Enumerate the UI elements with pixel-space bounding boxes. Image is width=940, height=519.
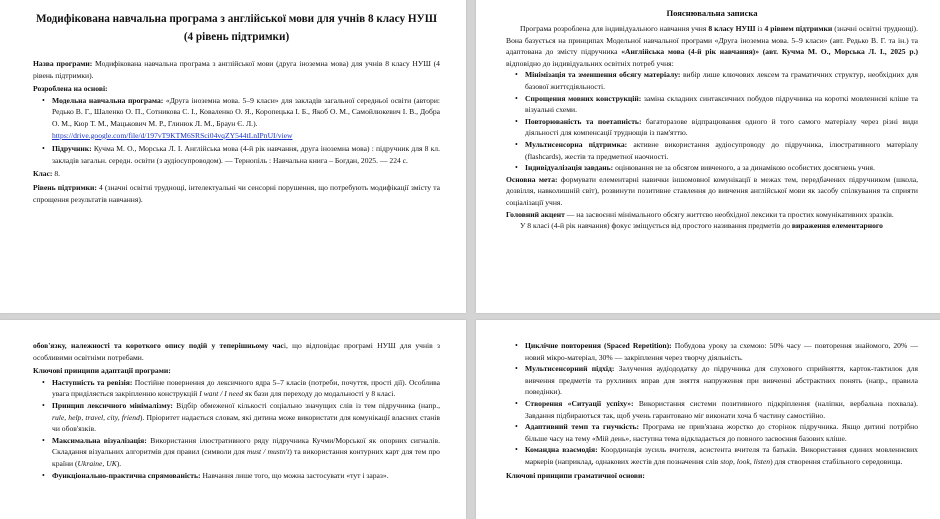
list-item: • Мультисенсорна підтримка: активне використання аудіосупроводу до підручника, ілюстративного матеріалу (flashcards), жестів та предметної наочності. [525,139,918,162]
developed-heading: Розроблена на основі: [33,84,108,94]
intro-paragraph: Програма розроблена для індивідуального навчання учня 8 класу НУШ із 4 рівнем підтримки (значні освітні труднощі). Вона базується на принципах Модельної навчальної програми «Друга іноземна мова. 5–9 класи» (авт. Редько В. Г. та ін.) та адаптована до змісту підручника «Англійська мова (4-й рік навчання)» (авт. Кучма М. О., Морська Л. І., 2025 р.) відповідно до індивідуальних освітніх потреб учня: [506,24,919,68]
document-page-4 [476,320,940,519]
document-subtitle: (4 рівень підтримки) [183,31,290,43]
accent-paragraph: Головний акцент — на засвоєнні мінімального обсягу життєво необхідної лексики та простих комунікативних зразків. [506,209,894,219]
list-item: • Мультисенсорний підхід: Залучення аудіододатку до підручника для слухового сприйняття, карток-тактилок для вивчення предметів та рухливих вправ для зняття напруження при вивченні абстрактних понять (напр., правила поведінки). [525,363,918,398]
basis-list [33,95,440,167]
goal-paragraph: Основна мета: формувати елементарні навички іншомовної комунікації в межах тем, передбачених підручником (школа, дозвілля, навколишній світ), розвинути позитивне ставлення до вивчення англійської мови як засобу спілкування та сприяти соціалізації учня. [506,174,919,207]
document-page-2 [476,0,940,313]
list-item: • Повторюваність та поетапність: багаторазове відпрацювання одного й того самого матеріалу через різні види діяльності для компенсації труднощів із пам'яттю. [525,116,918,139]
list-item: • Принцип лексичного мінімалізму: Відбір обмеженої кількості соціально значущих слів із тем підручника (напр., rule, help, travel, city, friend). Пріоритет надається словам, які дитина може використати для комунікації власних станів чи обов'язків. [52,400,440,435]
grammar-heading: Ключові принципи граматичної основи: [506,470,645,480]
list-item: • Функціонально-практична спрямованість: Навчання лише того, що можна застосувати «тут і зараз». [52,470,440,482]
focus-paragraph: У 8 класі (4-й рік навчання) фокус зміщується від простого називання предметів до вираження елементарного [520,221,883,231]
document-page-3 [0,320,466,519]
drive-link[interactable]: https://drive.google.com/file/d/197vT9KTM6SRSci04vqZY544tLnIPnUI/view [52,130,293,140]
list-item: • Модельна навчальна програма: «Друга іноземна мова. 5–9 класи» для закладів загальної середньої освіти (автори: Редько В. Г., Шаленко О. П., Сотникова С. І., Коваленко О. Я., Коропецька І. Б., Якоб О. М., Самойлюкевич І. В., Добра О. М., Кюр Т. М., Мацькович М. Р., Глинюк Л. М., Браун Є. Л.). https://drive.google.com/file/d/197vT9KTM6SRSci04vqZY544tLnIPnUI/view [52,95,440,141]
document-title: Модифікована навчальна програма з англійської мови для учнів 8 класу НУШ [35,13,438,25]
list-item: • Створення «Ситуації успіху»: Використання системи позитивного підкріплення (наліпки, вербальна похвала). Завдання підбираються так, щоб учень гарантовано міг виконати хоча б частину самостійно. [525,398,918,421]
adaptation-list [506,69,918,173]
list-item: • Мінімізація та зменшення обсягу матеріалу: вибір лише ключових лексем та граматичних структур, необхідних для базової життєдіяльності. [525,69,918,92]
program-name: Назва програми: Модифікована навчальна програма з англійської мови (друга іноземна мова) для учнів 8 класу НУШ (4 рівень підтримки). [33,59,440,80]
principles-heading: Ключові принципи адаптації програми: [33,366,171,376]
list-item: • Максимальна візуалізація: Використання ілюстративного ряду підручника Кучми/Морської як опорних сигналів. Складання візуальних алгоритмів для правил (символи для must / mustn't) та використання контурних карт для тем про країни (Ukraine, UK). [52,435,440,470]
document-page-1 [0,0,466,313]
list-item: • Спрощення мовних конструкцій: заміна складних синтаксичних побудов підручника на короткі мовленнєві кліше та візуальні схеми. [525,93,918,116]
continued-paragraph: обов'язку, належності та короткого опису подій у теперішньому часі, що відповідає програмі НУШ для учнів з особливими освітніми потребами. [33,341,440,362]
list-item: • Індивідуалізація завдань: оцінювання не за обсягом вивченого, а за динамікою особистих досягнень учня. [525,162,918,174]
support-level-info: Рівень підтримки: 4 (значні освітні труднощі, інтелектуальні чи сенсорні порушення, що потребують модифікації змісту та спрощення результатів навчання). [33,182,440,204]
section-title: Пояснювальна записка [666,8,758,18]
principles-list [33,377,440,481]
list-item: • Командна взаємодія: Координація зусиль вчителя, асистента вчителя та батьків. Використання єдиних мовленнєвих маркерів (наприклад, однакових жестів для позначення слів stop, look, listen) для створення стабільного середовища. [525,444,918,467]
list-item: • Циклічне повторення (Spaced Repetition): Побудова уроку за схемою: 50% часу — повторення знайомого, 20% — новий мікро-матеріал, 30% — закріплення через творчу діяльність. [525,340,918,363]
class-info: Клас: 8. [33,169,61,179]
list-item: • Підручник: Кучма М. О., Морська Л. І. Англійська мова (4-й рік навчання, друга іноземна мова) : підручник для 8 кл. закладів загальн. середн. освіти (з аудіосупроводом). — Тернопіль : Навчальна книга – Богдан, 2025. — 224 с. [52,143,440,166]
list-item: • Наступність та ревізія: Постійне повернення до лексичного ядра 5–7 класів (потреби, почуття, прості дії). Особлива увага приділяється закріпленню конструкцій I want / I need як бази для переходу до модальності у 8 класі. [52,377,440,400]
principles-list-continued [506,340,918,468]
list-item: • Адаптивний темп та гнучкість: Програма не прив'язана жорстко до сторінок підручника. Якщо дитині потрібно більше часу на тему «Мій день», наступна тема відкладається до повного засвоєння базових кліше. [525,421,918,444]
